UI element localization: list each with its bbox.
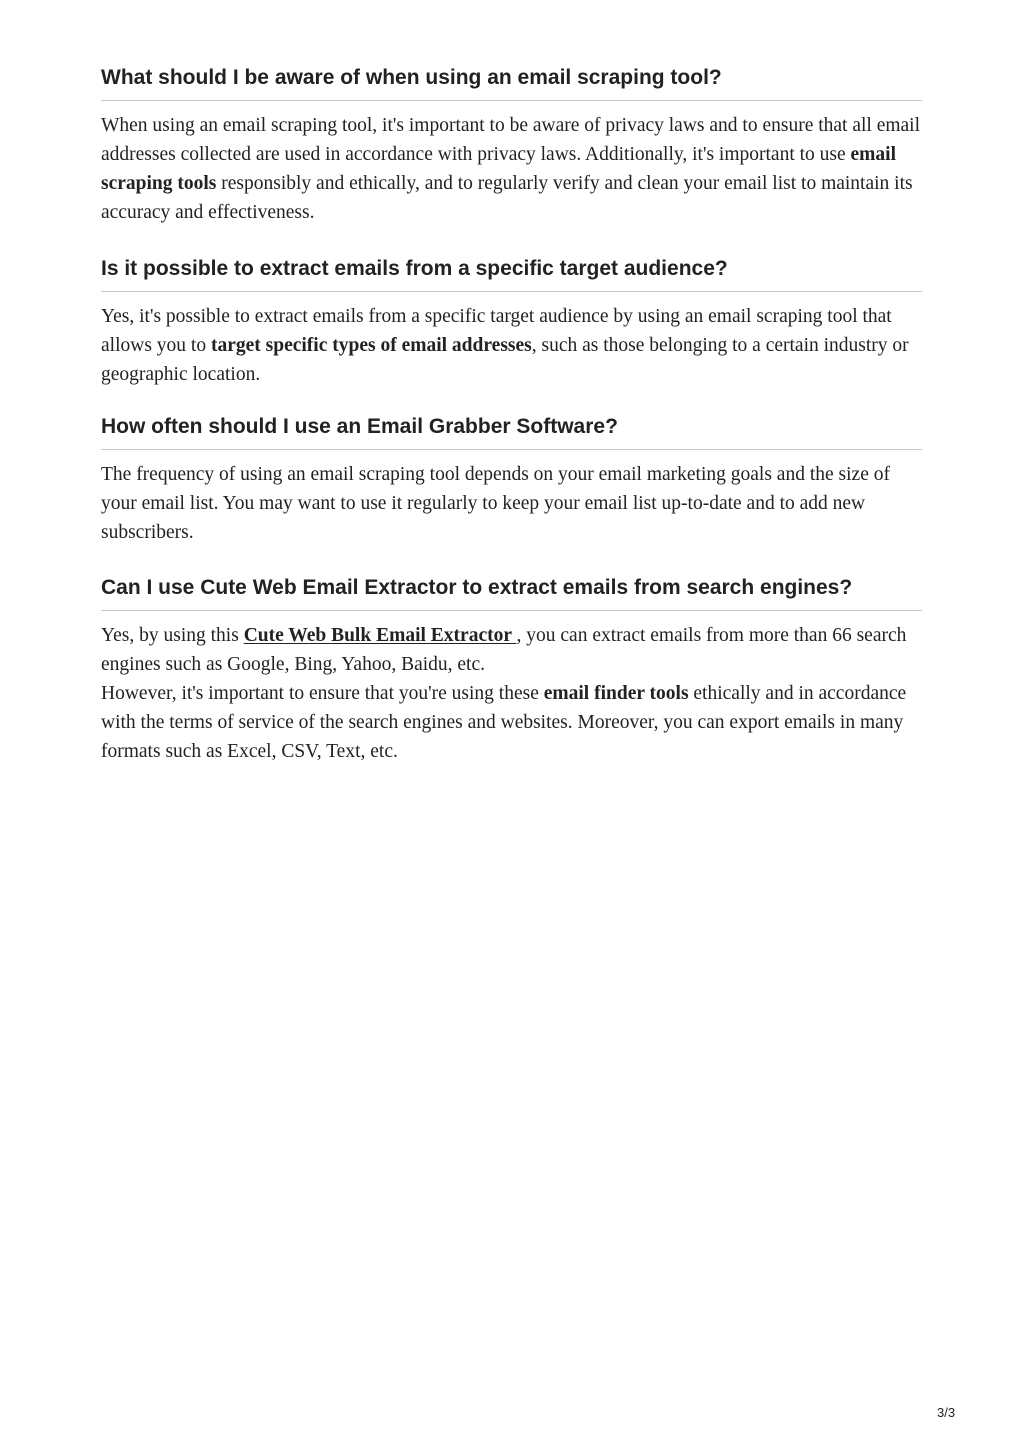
faq-section-privacy [101, 64, 922, 227]
section-paragraph [101, 111, 922, 227]
document-page [101, 64, 922, 766]
page-number: 3/3 [937, 1405, 956, 1420]
section-heading: Can I use Cute Web Email Extractor to extract emails from search engines? [101, 574, 922, 611]
section-paragraph [101, 302, 922, 389]
paragraph-text: Yes, by using this [101, 625, 244, 646]
section-heading: Is it possible to extract emails from a specific target audience? [101, 255, 922, 292]
paragraph-text: However, it's important to ensure that you're using these [101, 683, 544, 704]
faq-section-frequency [101, 413, 922, 547]
section-heading: How often should I use an Email Grabber Software? [101, 413, 922, 450]
faq-section-search-engines [101, 574, 922, 766]
section-paragraph: The frequency of using an email scraping tool depends on your email marketing goals and the size of your email list. You may want to use it regularly to keep your email list up-to-date and to add new subscribers. [101, 464, 890, 543]
faq-section-target-audience [101, 255, 922, 389]
paragraph-text: When using an email scraping tool, it's important to be aware of privacy laws and to ensure that all email addresses collected are used in accordance with privacy laws. Additionally, it's important to use [101, 115, 921, 165]
bold-phrase: email finder tools [543, 683, 689, 704]
paragraph-text: , such as those belonging to a certain industry or geographic location. [101, 335, 909, 385]
paragraph-text: , you can extract emails from more than 66 search engines such as Google, Bing, Yahoo, Baidu, etc. [101, 625, 907, 675]
bold-phrase: target specific types of email addresses [210, 335, 532, 356]
paragraph-text: responsibly and ethically, and to regularly verify and clean your email list to maintain its accuracy and effectiveness. [101, 173, 913, 223]
cute-web-bulk-email-extractor-link[interactable]: Cute Web Bulk Email Extractor [243, 625, 517, 646]
paragraph-text: ethically and in accordance with the terms of service of the search engines and websites. Moreover, you can export emails in many formats such as Excel, CSV, Text, etc. [101, 683, 907, 762]
section-heading: What should I be aware of when using an email scraping tool? [101, 64, 922, 101]
section-paragraph [101, 621, 922, 679]
paragraph-text: Yes, it's possible to extract emails from a specific target audience by using an email scraping tool that allows you to [101, 306, 892, 356]
bold-phrase: email scraping tools [101, 144, 897, 194]
section-paragraph [101, 679, 922, 766]
